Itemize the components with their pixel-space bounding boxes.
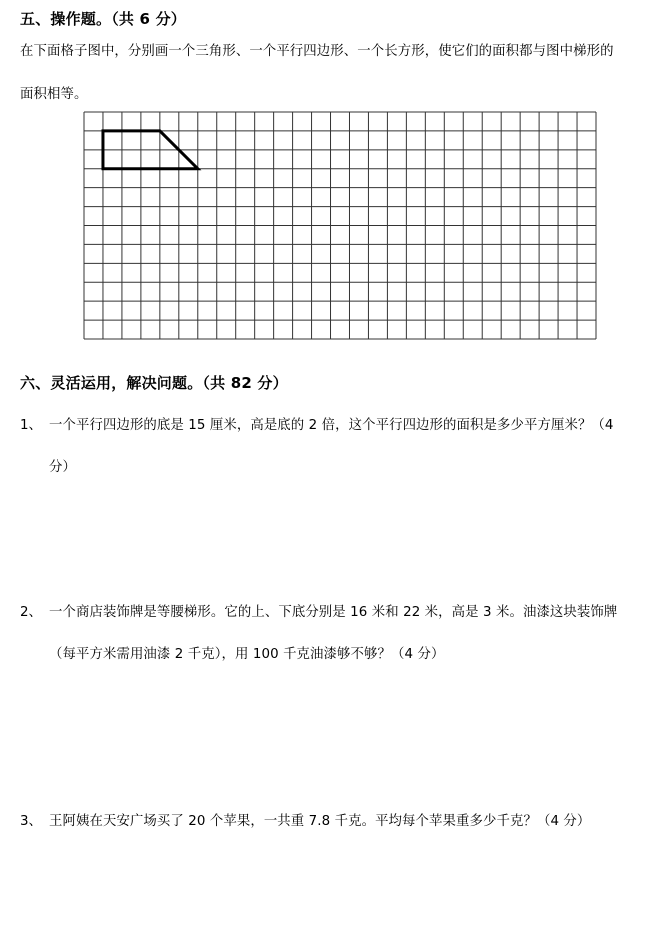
- section-5-heading: 五、操作题。（共 6 分）: [20, 10, 186, 28]
- section-5-instruction-line-2: 面积相等。: [20, 87, 88, 102]
- section-5-instruction-line-1: 在下面格子图中，分别画一个三角形、一个平行四边形、一个长方形，使它们的面积都与图中梯形的: [20, 44, 614, 59]
- question-3-line-1: 王阿姨在天安广场买了 20 个苹果，一共重 7.8 千克。平均每个苹果重多少千克？（4 分）: [49, 814, 591, 829]
- question-2-line-1: 一个商店装饰牌是等腰梯形。它的上、下底分别是 16 米和 22 米，高是 3 米。油漆这块装饰牌: [49, 605, 618, 620]
- question-2-number: 2、: [20, 605, 42, 620]
- question-3-number: 3、: [20, 814, 42, 829]
- section-6-heading: 六、灵活运用，解决问题。（共 82 分）: [20, 374, 288, 392]
- question-1-number: 1、: [20, 418, 42, 433]
- question-1-line-1: 一个平行四边形的底是 15 厘米，高是底的 2 倍，这个平行四边形的面积是多少平方厘米？（4: [49, 418, 614, 433]
- question-2-line-2: （每平方米需用油漆 2 千克），用 100 千克油漆够不够？（4 分）: [49, 647, 445, 662]
- grid-lines: [84, 112, 596, 339]
- question-1-line-2: 分）: [49, 460, 76, 475]
